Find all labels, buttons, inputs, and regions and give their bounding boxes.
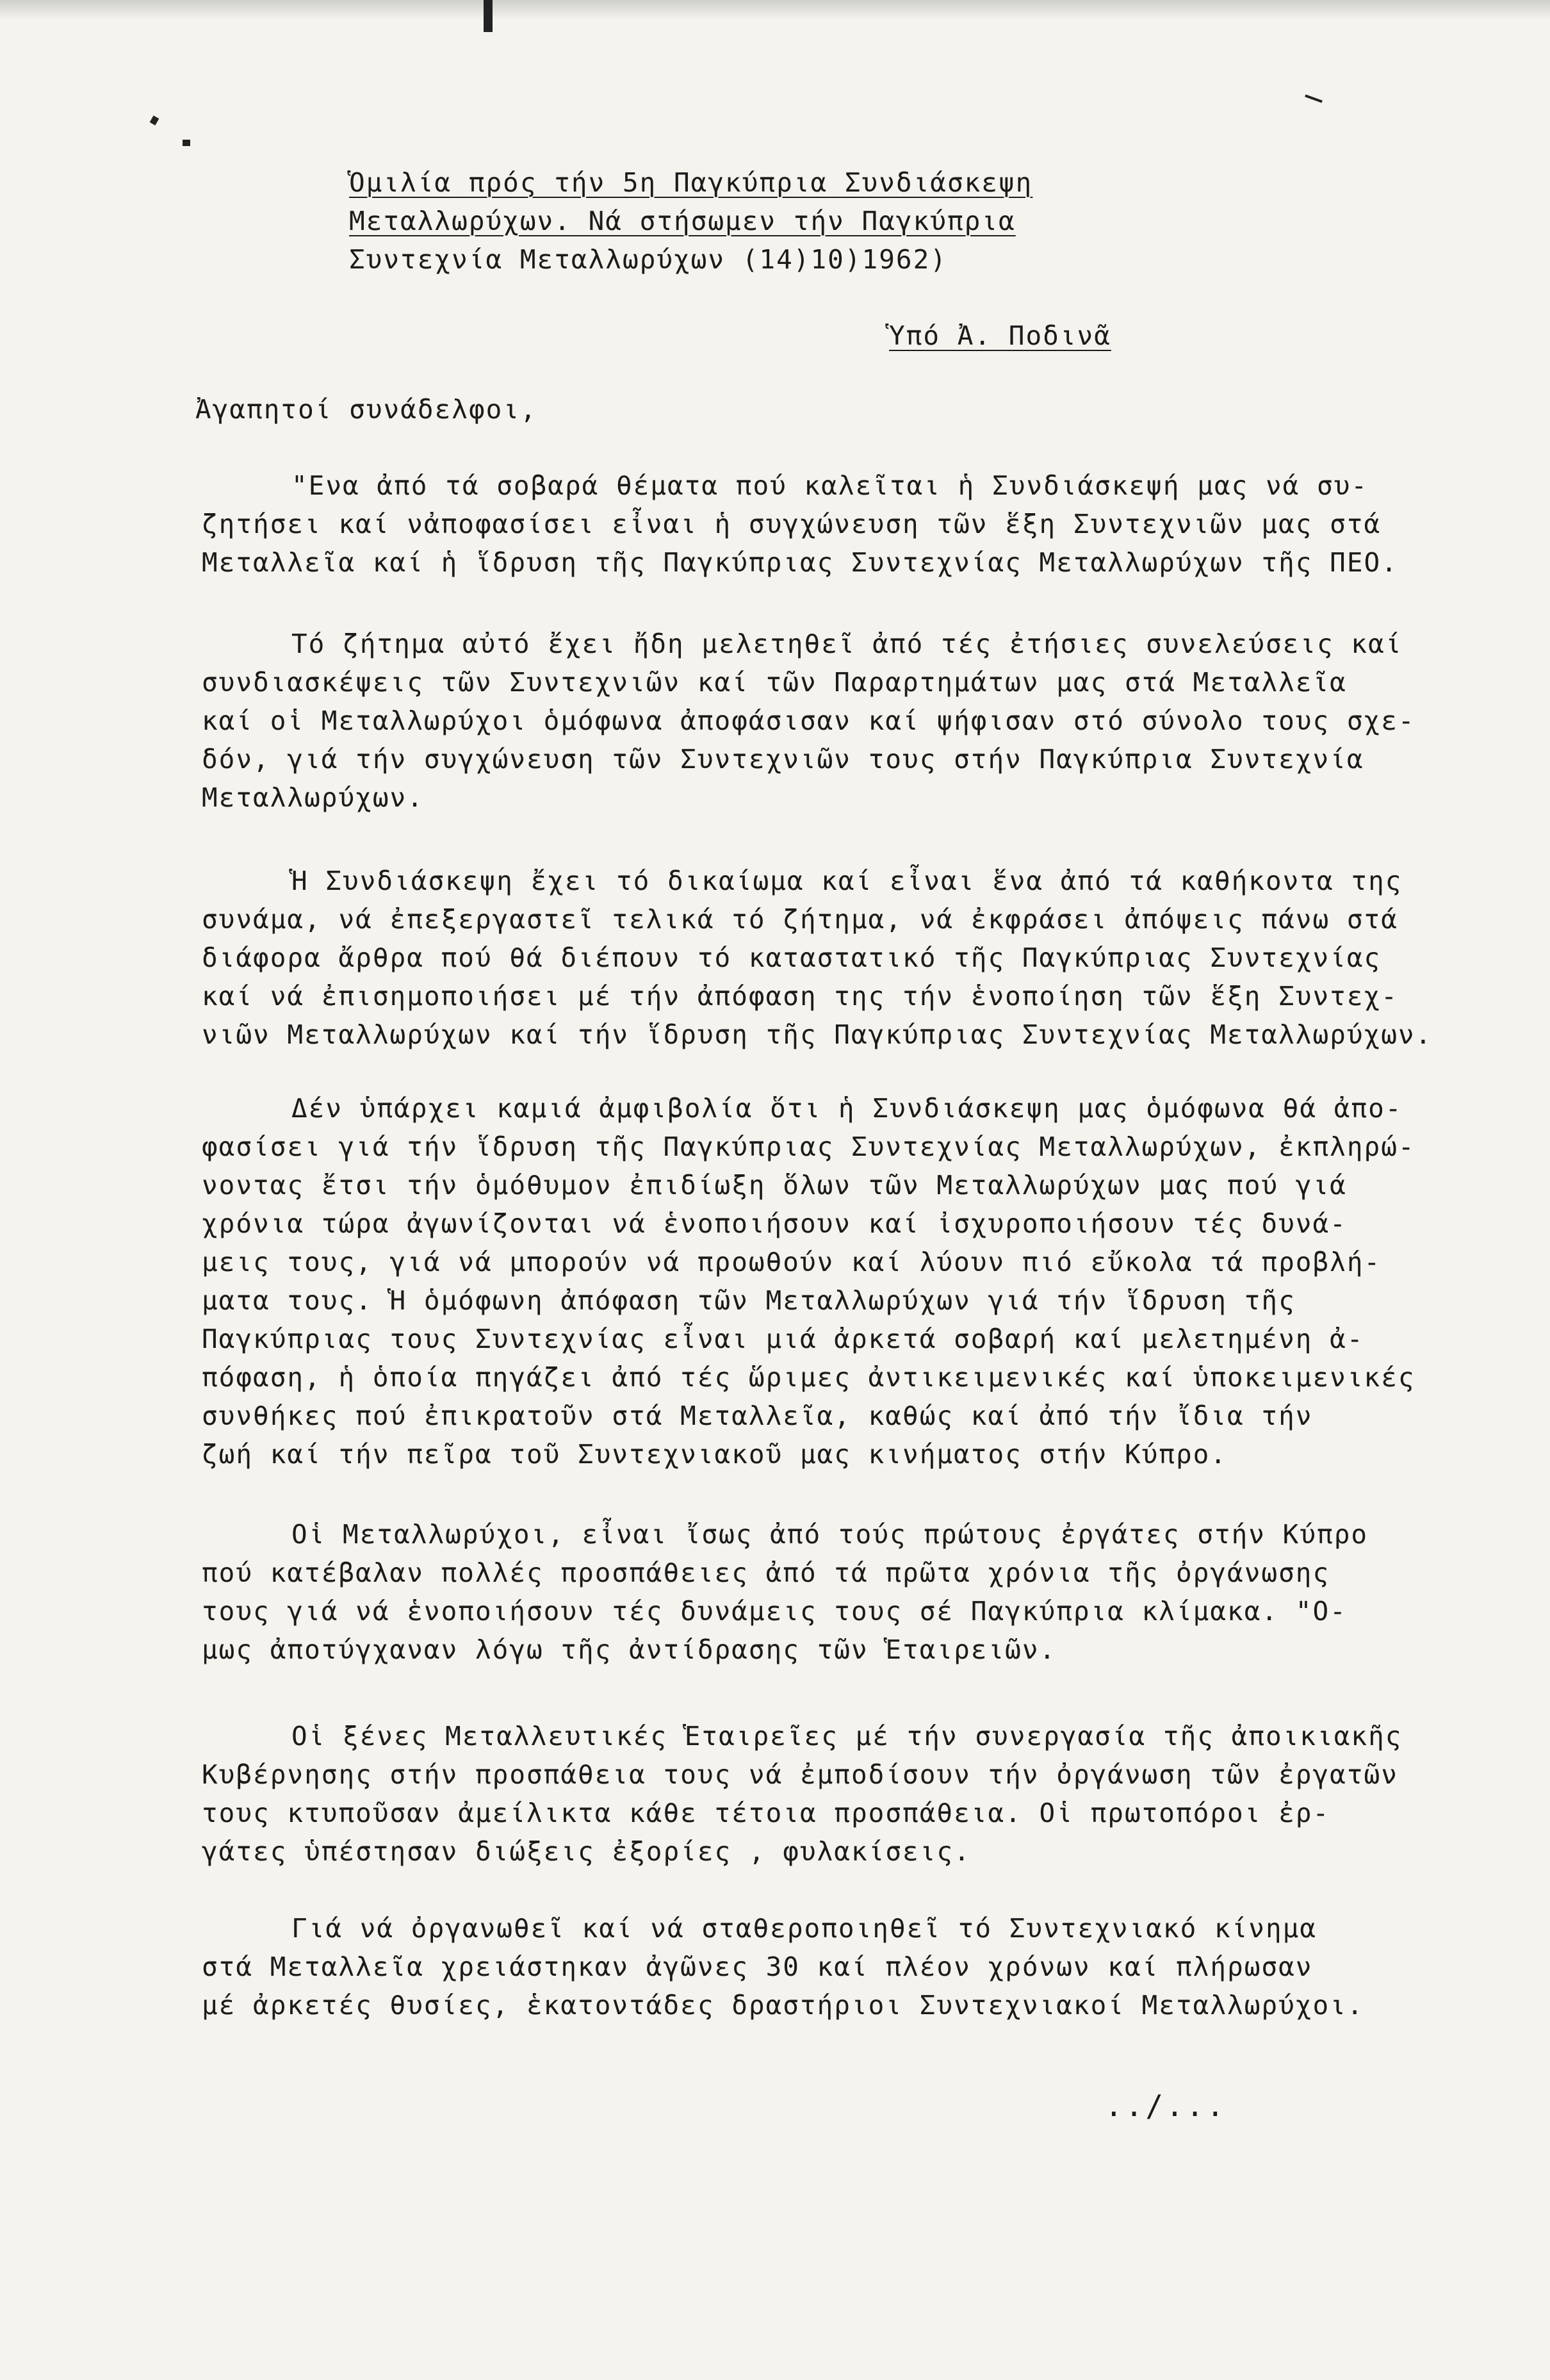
text-line: Οἱ Μεταλλωρύχοι, εἶναι ἴσως ἀπό τούς πρώτους ἐργάτες στήν Κύπρο — [291, 1519, 1369, 1550]
text-line: καί οἱ Μεταλλωρύχοι ὁμόφωνα ἀποφάσισαν καί ψήφισαν στό σύνολο τους σχε- — [202, 705, 1415, 736]
paragraph — [202, 1089, 1419, 1473]
title-line: Ὁμιλία πρός τήν 5η Παγκύπρια Συνδιάσκεψη — [349, 167, 1033, 198]
text-line: μως ἀποτύγχαναν λόγω τῆς ἀντίδρασης τῶν Ἑταιρειῶν. — [202, 1634, 1057, 1665]
scan-top-shadow — [0, 0, 1550, 19]
salutation: Ἀγαπητοί συνάδελφοι, — [195, 394, 537, 425]
text-line: γάτες ὑπέστησαν διώξεις ἐξορίες , φυλακίσεις. — [202, 1836, 971, 1867]
text-line: ματα τους. Ἡ ὁμόφωνη ἀπόφαση τῶν Μεταλλωρύχων γιά τήν ἵδρυση τῆς — [202, 1285, 1296, 1316]
scan-mark — [183, 140, 190, 146]
scan-mark — [484, 0, 493, 32]
text-line: Τό ζήτημα αὐτό ἔχει ἤδη μελετηθεῖ ἀπό τές ἐτήσιες συνελεύσεις καί — [291, 628, 1403, 659]
text-line: συνδιασκέψεις τῶν Συντεχνιῶν καί τῶν Παραρτημάτων μας στά Μεταλλεῖα — [202, 667, 1347, 698]
text-line: χρόνια τώρα ἀγωνίζονται νά ἑνοποιήσουν καί ἰσχυροποιήσουν τές δυνά- — [202, 1208, 1347, 1239]
text-line: φασίσει γιά τήν ἵδρυση τῆς Παγκύπριας Συντεχνίας Μεταλλωρύχων, ἐκπληρώ- — [202, 1131, 1415, 1162]
paragraph — [202, 1515, 1419, 1669]
paragraph — [202, 1717, 1419, 1871]
text-line: Ἡ Συνδιάσκεψη ἔχει τό δικαίωμα καί εἶναι ἕνα ἀπό τά καθήκοντα της — [291, 866, 1403, 896]
text-line: Παγκύπριας τους Συντεχνίας εἶναι μιά ἀρκετά σοβαρή καί μελετημένη ἀ- — [202, 1324, 1364, 1354]
text-line: μέ ἀρκετές θυσίες, ἑκατοντάδες δραστήριοι Συντεχνιακοί Μεταλλωρύχοι. — [202, 1990, 1364, 2021]
text-line: νοντας ἔτσι τήν ὁμόθυμον ἐπιδίωξη ὅλων τῶν Μεταλλωρύχων μας πού γιά — [202, 1170, 1347, 1201]
text-line: στά Μεταλλεῖα χρειάστηκαν ἀγῶνες 30 καί πλέον χρόνων καί πλήρωσαν — [202, 1951, 1313, 1982]
author-line: Ὑπό Ἀ. Ποδινᾶ — [889, 320, 1111, 351]
speech-title — [349, 163, 1105, 279]
text-line: πού κατέβαλαν πολλές προσπάθειες ἀπό τά πρῶτα χρόνια τῆς ὀργάνωσης — [202, 1557, 1330, 1588]
text-line: Οἱ ξένες Μεταλλευτικές Ἑταιρεῖες μέ τήν συνεργασία τῆς ἀποικιακῆς — [291, 1721, 1403, 1752]
text-line: δόν, γιά τήν συγχώνευση τῶν Συντεχνιῶν τους στήν Παγκύπρια Συντεχνία — [202, 744, 1364, 775]
paragraph — [202, 466, 1419, 582]
text-line: Μεταλλωρύχων. — [202, 782, 424, 813]
text-line: Κυβέρνησης στήν προσπάθεια τους νά ἐμποδίσουν τήν ὀργάνωση τῶν ἐργατῶν — [202, 1759, 1398, 1790]
text-line: Δέν ὑπάρχει καμιά ἀμφιβολία ὅτι ἡ Συνδιάσκεψη μας ὁμόφωνα θά ἀπο- — [291, 1093, 1403, 1124]
paragraph — [202, 1909, 1419, 2024]
paragraph — [202, 862, 1433, 1054]
text-line: διάφορα ἄρθρα πού θά διέπουν τό καταστατικό τῆς Παγκύπριας Συντεχνίας — [202, 942, 1382, 973]
text-line: τους γιά νά ἑνοποιήσουν τές δυνάμεις τους σέ Παγκύπρια κλίμακα. "Ο- — [202, 1596, 1347, 1627]
continuation-mark: ../... — [1105, 2089, 1227, 2123]
text-line: καί νά ἐπισημοποιήσει μέ τήν ἀπόφαση της τήν ἑνοποίηση τῶν ἕξη Συντεχ- — [202, 981, 1398, 1012]
text-line: ζωή καί τήν πεῖρα τοῦ Συντεχνιακοῦ μας κινήματος στήν Κύπρο. — [202, 1439, 1228, 1470]
text-line: Μεταλλεῖα καί ἡ ἵδρυση τῆς Παγκύπριας Συντεχνίας Μεταλλωρύχων τῆς ΠΕΟ. — [202, 547, 1398, 578]
scan-mark — [1305, 94, 1323, 103]
text-line: τους κτυποῦσαν ἀμείλικτα κάθε τέτοια προσπάθεια. Οἱ πρωτοπόροι ἐρ- — [202, 1798, 1330, 1828]
text-line: ζητήσει καί νἀποφασίσει εἶναι ἡ συγχώνευση τῶν ἕξη Συντεχνιῶν μας στά — [202, 509, 1382, 539]
text-line: "Ενα ἀπό τά σοβαρά θέματα πού καλεῖται ἡ Συνδιάσκεψή μας νά συ- — [291, 470, 1369, 501]
text-line: συνθήκες πού ἐπικρατοῦν στά Μεταλλεῖα, καθώς καί ἀπό τήν ἴδια τήν — [202, 1400, 1313, 1431]
text-line: Γιά νά ὀργανωθεῖ καί νά σταθεροποιηθεῖ τό Συντεχνιακό κίνημα — [291, 1913, 1318, 1944]
text-line: νιῶν Μεταλλωρύχων καί τήν ἵδρυση τῆς Παγκύπριας Συντεχνίας Μεταλλωρύχων. — [202, 1019, 1433, 1050]
text-line: συνάμα, νά ἐπεξεργαστεῖ τελικά τό ζήτημα, νά ἐκφράσει ἀπόψεις πάνω στά — [202, 904, 1398, 935]
paragraph — [202, 625, 1419, 817]
scan-mark — [150, 115, 159, 125]
text-line: μεις τους, γιά νά μπορούν νά προωθούν καί λύουν πιό εὔκολα τά προβλή- — [202, 1247, 1382, 1277]
title-line: Μεταλλωρύχων. Νά στήσωμεν τήν Παγκύπρια — [349, 206, 1016, 236]
text-line: πόφαση, ἡ ὁποία πηγάζει ἀπό τές ὥριμες ἀντικειμενικές καί ὑποκειμενικές — [202, 1362, 1415, 1393]
title-line: Συντεχνία Μεταλλωρύχων (14)10)1962) — [349, 244, 947, 275]
